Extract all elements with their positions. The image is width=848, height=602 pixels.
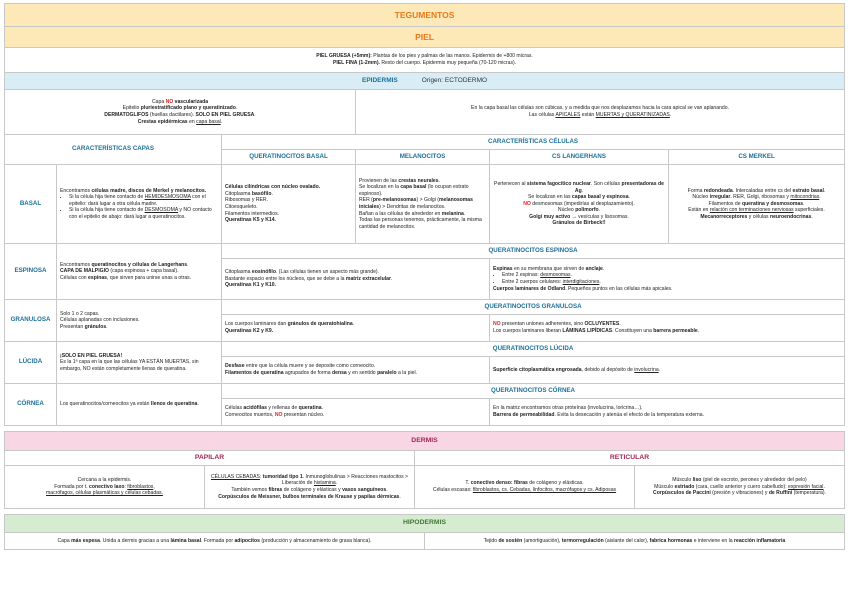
dermis-title: DERMIS bbox=[5, 432, 845, 451]
dermis-papilar: PAPILAR bbox=[5, 451, 415, 466]
epidermis-origin: Origen: ECTODERMO bbox=[421, 76, 488, 84]
hipodermis-right: Tejido de sostén (amortiguación), termorregulación (aislante del calor), fabrica hormonas e interviene en la reacción inflamatoria bbox=[425, 533, 845, 550]
row-label-lucida: LÚCIDA bbox=[5, 342, 57, 384]
col-queratinocitos-basal: QUERATINOCITOS BASAL bbox=[222, 150, 356, 165]
granulosa-capa: Solo 1 o 2 capas. Células aplanadas con inclusiones. Presentan gránulos. bbox=[57, 300, 222, 342]
espinosa-right: Espinas en su membrana que sirven de anclaje. • Entre 2 espinas: desmosomas. • Entre 2 cuerpos celulares: interdigitaciones. Cuerpos laminares de Odland. Pequeños puntos en las células más apicales. bbox=[490, 259, 845, 300]
basal-langerhans: Pertenecen al sistema fagocítico nuclear. Son células presentadoras de Ag. Se localizan en las capas basal y espinosa. NO desmosomas (impedirías al desplazamiento). Núcleo polimorfo. Golgi muy activo → vesículas y lisosomas. Gránulos de Birbeck!! bbox=[490, 165, 669, 244]
lucida-capa: ¡SOLO EN PIEL GRUESA! Es la 1ª capa en la que las células YA ESTÁN MUERTAS, sin embargo, NO están completamente llenas de queratina. bbox=[57, 342, 222, 384]
header-caracteristicas-capas: CARACTERÍSTICAS CAPAS bbox=[5, 135, 222, 165]
granulosa-left: Los cuerpos laminares dan gránulos de queratohialina. Queratinas K2 y K9. bbox=[222, 315, 490, 342]
basal-merkel: Forma redondeada. Intercaladas entre cs del estrato basal. Núcleo irregular. RER, Golgi, ribosomas y mitocondrias. Filamentos de queratina y desmosomas. Están en relación con terminaciones nerviosas superficiales. Mecanorreceptores y células neuroendocrinas. bbox=[669, 165, 845, 244]
piel-description: PIEL GRUESA (+5mm): Plantas de los pies y palmas de las manos. Epidermis de +800 micras. PIEL FINA (1-2mm). Resto del cuerpo. Epidermis muy pequeña (70-120 micras). bbox=[5, 48, 845, 73]
main-table bbox=[4, 3, 845, 426]
reticular-left: T. conectivo denso: fibras de colágeno y elásticas. Células escasas: fibroblastos, cs. Cebadas, linfocitos, macrófagos y cs. Adiposas bbox=[415, 466, 635, 509]
dermis-reticular: RETICULAR bbox=[415, 451, 845, 466]
epidermis-left: Capa NO vascularizada Epitelio pluriestratificado plano y queratinizado. DERMATOGLIFOS (huellas dactilares). SOLO EN PIEL GRUESA. Crestas epidérmicas en capa basal. bbox=[5, 90, 356, 135]
epidermis-header bbox=[5, 73, 845, 90]
main-title: TEGUMENTOS bbox=[5, 4, 845, 27]
lucida-right: Superficie citoplasmática engrosada, debido al depósito de involucrina. bbox=[490, 357, 845, 384]
cornea-head: QUERATINOCITOS CÓRNEA bbox=[222, 384, 845, 399]
espinosa-capa: Encontramos queratinocitos y células de Langerhans. CAPA DE MALPIGIO (capa espinosa + capa basal). Células con espinas, que sirven para unirse unas a otras. bbox=[57, 244, 222, 300]
espinosa-left: Citoplasma eosinófilo. (Las células tienen un aspecto más grande). Bastante espacio entre los núcleos, que se debe a la matriz extracelular. Queratinas K1 y K10. bbox=[222, 259, 490, 300]
piel-title: PIEL bbox=[5, 27, 845, 48]
col-cs-merkel: CS MERKEL bbox=[669, 150, 845, 165]
row-label-basal: BASAL bbox=[5, 165, 57, 244]
row-label-granulosa: GRANULOSA bbox=[5, 300, 57, 342]
tegumentos-sheet bbox=[4, 3, 844, 596]
basal-melanocitos: Provienen de las crestas neurales. Se localizan en la capa basal (lo ocupan estrato espinoso). RER (pre-melanosomas) > Golgi (melanosomas iniciales) > Dendritas de melanocitos. Bañan a las células de alrededor en melanina. Todas las personas tenemos, prácticamente, la misma cantidad de melanocitos. bbox=[356, 165, 490, 244]
papilar-right: CÉLULAS CEBADAS: tumoridad tipo 1. Inmunoglobulinas > Reacciones mastocitos > Liberación de histamina. También vemos fibras de colágeno y elásticas y vasos sanguíneos. Corpúsculos de Meissner, bulbos terminales de Krause y papilas dérmicas. bbox=[205, 466, 415, 509]
hipodermis-table bbox=[4, 514, 845, 550]
col-melanocitos: MELANOCITOS bbox=[356, 150, 490, 165]
granulosa-right: NO presentan uniones adherentes, sino OCLUYENTES. Los cuerpos laminares liberan LÁMINAS LIPÍDICAS. Constituyen una barrera permeable. bbox=[490, 315, 845, 342]
granulosa-head: QUERATINOCITOS GRANULOSA bbox=[222, 300, 845, 315]
reticular-right: Músculo liso (piel de escroto, perones y alrededor del pelo) Músculo estriado (cara, cuello anterior y cuero cabelludo): expresión facial. Corpúsculos de Paccini (presión y vibraciones) y de Ruffini (temperatura). bbox=[635, 466, 845, 509]
espinosa-head: QUERATINOCITOS ESPINOSA bbox=[222, 244, 845, 259]
hipodermis-title: HIPODERMIS bbox=[5, 515, 845, 533]
lucida-left: Desfase entre que la célula muere y se deposite como corneocito. Filamentos de queratina agrupados de forma densa y en sentido paralelo a la piel. bbox=[222, 357, 490, 384]
cornea-right: En la matriz encontramos otras proteínas (involucrina, loricrina…). Barrera de permeabilidad. Evita la desecación y atenúa el efecto de la temperatura externa. bbox=[490, 399, 845, 426]
epidermis-title: EPIDERMIS bbox=[362, 76, 398, 84]
epidermis-right: En la capa basal las células son cúbicas, y a medida que nos desplazamos hacia la cara apical se van aplanando. Las células APICALES están MUERTAS y QUERATINIZADAS. bbox=[356, 90, 845, 135]
hipodermis-left: Capa más espesa. Unida a dermis gracias a una lámina basal. Formada por adipocitos (producción y almacenamiento de grasa blanca). bbox=[5, 533, 425, 550]
header-caracteristicas-celulas: CARACTERÍSTICAS CÉLULAS bbox=[222, 135, 845, 150]
papilar-left: Cercana a la epidermis. Formada por t. conectivo laxo: fibroblastos, macrófagos, células plasmáticas y células cebadas. bbox=[5, 466, 205, 509]
lucida-head: QUERATINOCITOS LÚCIDA bbox=[222, 342, 845, 357]
row-label-cornea: CÓRNEA bbox=[5, 384, 57, 426]
col-cs-langerhans: CS LANGERHANS bbox=[490, 150, 669, 165]
row-label-espinosa: ESPINOSA bbox=[5, 244, 57, 300]
basal-capa: Encontramos células madre, discos de Merkel y melanocitos. • Si la célula hija tiene contacto de HEMIDESMOSOMA con el epitelio: dará lugar a otra célula madre. • Si la célula hija tiene contacto de DESMOSOMA y NO contacto con el epitelio de abajo: dará lugar a queratinocitos. bbox=[57, 165, 222, 244]
dermis-table bbox=[4, 431, 845, 509]
cornea-capa: Los queratinocitos/corneocitos ya están llenos de queratina. bbox=[57, 384, 222, 426]
cornea-left: Células acidófilas y rellenas de queratina. Corneocitos muertos, NO presentan núcleo. bbox=[222, 399, 490, 426]
basal-queratinocitos: Células cilíndricas con núcleo ovalado. Citoplasma basófilo. Ribosomas y RER. Citoesqueleto. Filamentos intermedios. Queratinas K5 y K14. bbox=[222, 165, 356, 244]
